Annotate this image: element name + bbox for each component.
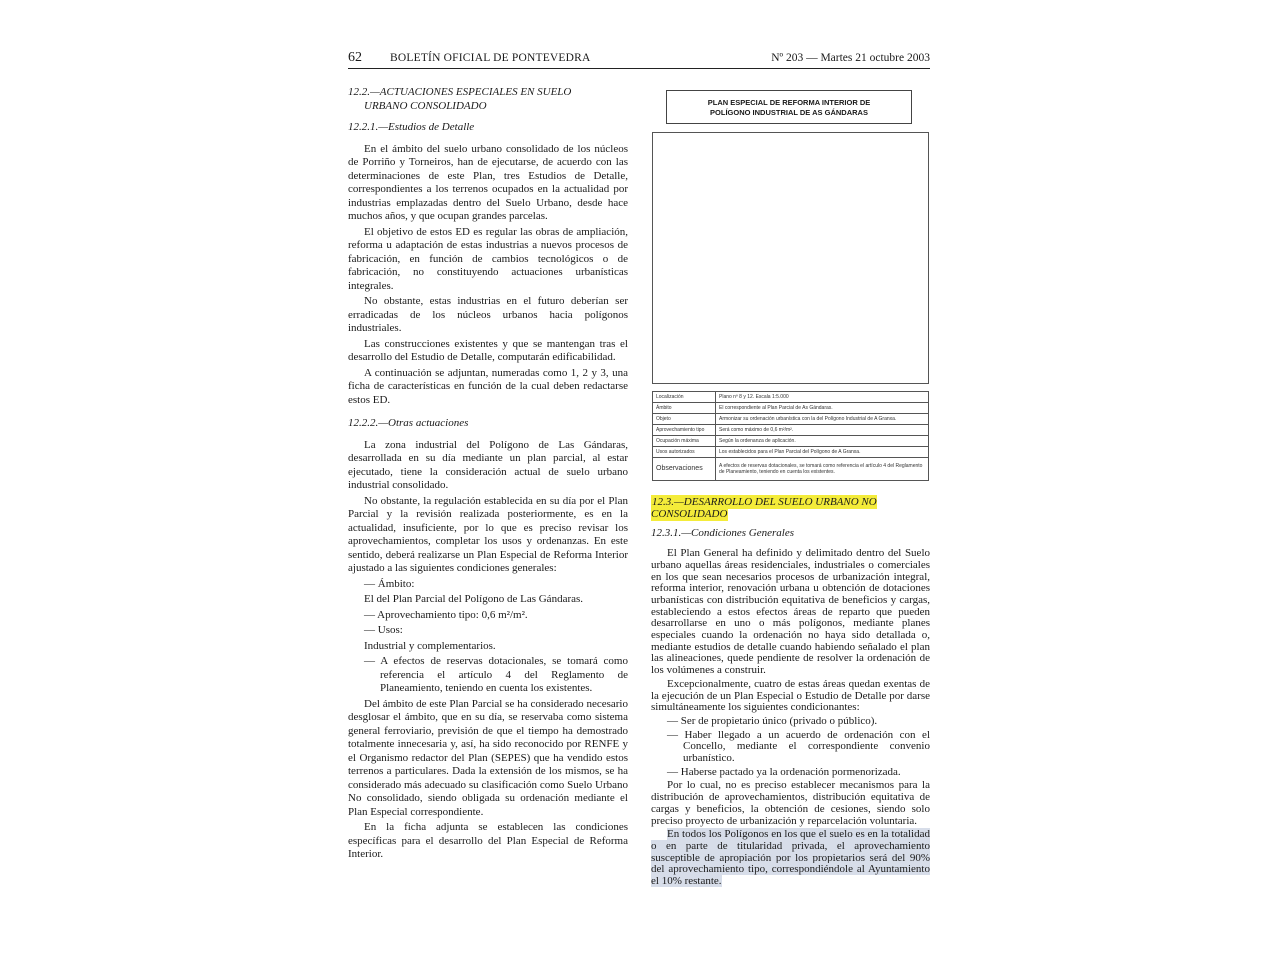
table-row [653,436,929,447]
paragraph: En el ámbito del suelo urbano consolidado de los núcleos de Porriño y Torneiros, han de ejecutarse, de acuerdo con las determinaciones de este Plan, tres Estudios de Detalle, correspondientes a los terrenos ocupados en la actualidad por industrias emplazadas dentro del Suelo Urbano, desde hace muchos años, y que ocupan grandes parcelas. [348,142,628,222]
paragraph: En la ficha adjunta se establecen las condiciones específicas para el desarrollo del Plan Especial de Reforma Interior. [348,821,628,860]
paragraph: El Plan General ha definido y delimitado dentro del Suelo urbano aquellas áreas residenciales, industriales o comerciales en los que sean necesarios procesos de urbanización integral, reforma interior, renovación urbana u obtención de dotaciones urbanísticas con distribución equitativa de beneficios y cargas, estableciendo a estos efectos áreas de reparto que pueden desarrollarse en uno o más polígonos, mediante planes especiales cuando la ordenación no haya sido detallada o, mediante estudios de detalle cuando habiendo señalado el plan las alineaciones, quede pendiente de resolver la ordenación de los volúmenes a construir. [651,547,930,677]
selected-paragraph[interactable] [651,829,930,888]
paragraph: No obstante, estas industrias en el futuro deberían ser erradicadas de los núcleos urbanos hacia polígonos industriales. [348,295,628,334]
paragraph: Por lo cual, no es preciso establecer mecanismos para la distribución de aprovechamientos, distribución equitativa de cargas y beneficios, la obtención de cesiones, siendo solo preciso proyecto de urbanización y reparcelación voluntaria. [651,779,930,827]
plan-title-line2: POLÍGONO INDUSTRIAL DE AS GÁNDARAS [710,108,868,117]
highlighted-section-heading [651,497,930,520]
table-row [653,425,929,436]
issue-date: Nº 203 — Martes 21 octubre 2003 [771,52,930,64]
text-selection-highlight[interactable]: En todos los Polígonos en los que el suelo es en la totalidad o en parte de titularidad privada, el aprovechamiento susceptible de apropiación por los propietarios será del 90% del aprovechamiento tipo, correspondiéndole al Ayuntamiento el 10% restante. [651,828,930,888]
table-value-cell: Será como máximo de 0,6 m²/m². [716,425,929,436]
subsection-heading: 12.3.1.—Condiciones Generales [651,527,794,540]
table-value-cell: A efectos de reservas dotacionales, se tomará como referencia el artículo 4 del Reglamento de Planeamiento, teniendo en cuenta los existentes. [716,458,929,481]
paragraph: Excepcionalmente, cuatro de estas áreas quedan exentas de la ejecución de un Plan Especial o Estudio de Detalle por darse simultáneamente los siguientes condicionantes: [651,677,930,714]
right-column [651,497,930,890]
paragraph: El objetivo de estos ED es regular las obras de ampliación, reforma u adaptación de estas industrias a nuevos procesos de fabricación, en función de cambios tecnológicos o de fabricación, no constituyendo actuaciones urbanísticas integrales. [348,225,628,292]
section-heading-line1: 12.2.—ACTUACIONES ESPECIALES EN SUELO [348,86,572,98]
paragraph: A continuación se adjuntan, numeradas como 1, 2 y 3, una ficha de características en función de la cual deben redactarse estos ED. [348,366,628,406]
paragraph: La zona industrial del Polígono de Las Gándaras, desarrollada en su día mediante un plan parcial, al estar ejecutado, tiene la consideración actual de suelo urbano industrial consolidado. [348,438,628,491]
map-placeholder [652,132,929,384]
page-number: 62 [348,50,362,65]
table-value-cell: Según la ordenanza de aplicación. [716,436,929,447]
list-item: — Haber llegado a un acuerdo de ordenación con el Concello, mediante el correspondiente convenio urbanístico. [667,728,930,765]
paragraph: No obstante, la regulación establecida en su día por el Plan Parcial y la revisión realizada posteriormente, es en la actualidad, insuficiente, por lo que es preciso revisar los aprovechamientos, completar los usos y ordenanzas. En este sentido, deberá realizarse un Plan Especial de Reforma Interior ajustado a las siguientes condiciones generales: [348,494,628,574]
list-item: — Haberse pactado ya la ordenación pormenorizada. [667,765,901,778]
paragraph: Del ámbito de este Plan Parcial se ha considerado necesario desglosar el ámbito, que en su día, se reservaba como sistema general ferroviario, previsión de que el tiempo ha demostrado totalmente innecesaria y, así, ha sido reconocido por RENFE y el Organismo redactor del Plan (SEPES) que ha vendido estos terrenos a particulares. Dada la extensión de los mismos, se ha considerado más adecuado su clasificación como Suelo Urbano No consolidado, siendo obligada su ordenación mediante el Plan Especial correspondiente. [348,697,628,818]
paragraph: Las construcciones existentes y que se mantengan tras el desarrollo del Estudio de Detalle, computarán edificabilidad. [348,337,628,363]
list-item: — Ámbito: [364,577,415,590]
table-row [653,458,929,481]
list-item: — Aprovechamiento tipo: 0,6 m²/m². [364,608,528,621]
section-heading [348,86,628,113]
table-value-cell: Los establecidos para el Plan Parcial del Polígono de A Granxa. [716,447,929,458]
table-value-cell: Plano nº 8 y 12. Escala 1:5.000 [716,392,929,403]
plan-title-line1: PLAN ESPECIAL DE REFORMA INTERIOR DE [707,98,871,107]
list-value: Industrial y complementarios. [364,639,496,652]
table-row [653,414,929,425]
subsection-heading: 12.2.2.—Otras actuaciones [348,417,469,429]
list-item: — Usos: [364,624,403,636]
subsection-heading: 12.2.1.—Estudios de Detalle [348,121,475,133]
plan-title-box [666,90,912,124]
publication-title: BOLETÍN OFICIAL DE PONTEVEDRA [390,52,591,64]
table-row [653,447,929,458]
table-key-cell: Ocupación máxima [653,436,716,447]
table-value-cell: Armonizar su ordenación urbanística con la del Polígono Industrial de A Granxa. [716,414,929,425]
section-heading-line2: URBANO CONSOLIDADO [364,99,487,112]
table-key-cell: Aprovechamiento tipo [653,425,716,436]
list-item: — A efectos de reservas dotacionales, se tomará como referencia el artículo 4 del Reglamento de Planeamiento, teniendo en cuenta los existentes. [364,655,628,694]
section-heading-highlight: 12.3.—DESARROLLO DEL SUELO URBANO NO CONSOLIDADO [651,496,877,520]
table-key-cell: Localización [653,392,716,403]
table-row [653,392,929,403]
list-value: El del Plan Parcial del Polígono de Las Gándaras. [364,593,584,605]
table-key-cell: Observaciones [653,458,716,481]
table-row [653,403,929,414]
left-column [348,86,628,864]
table-value-cell: El correspondiente al Plan Parcial de As Gándaras. [716,403,929,414]
page-header [348,50,930,69]
table-key-cell: Ámbito [653,403,716,414]
plan-characteristics-table [652,391,929,481]
list-item: — Ser de propietario único (privado o público). [667,714,878,727]
table-key-cell: Objeto [653,414,716,425]
table-key-cell: Usos autorizados [653,447,716,458]
